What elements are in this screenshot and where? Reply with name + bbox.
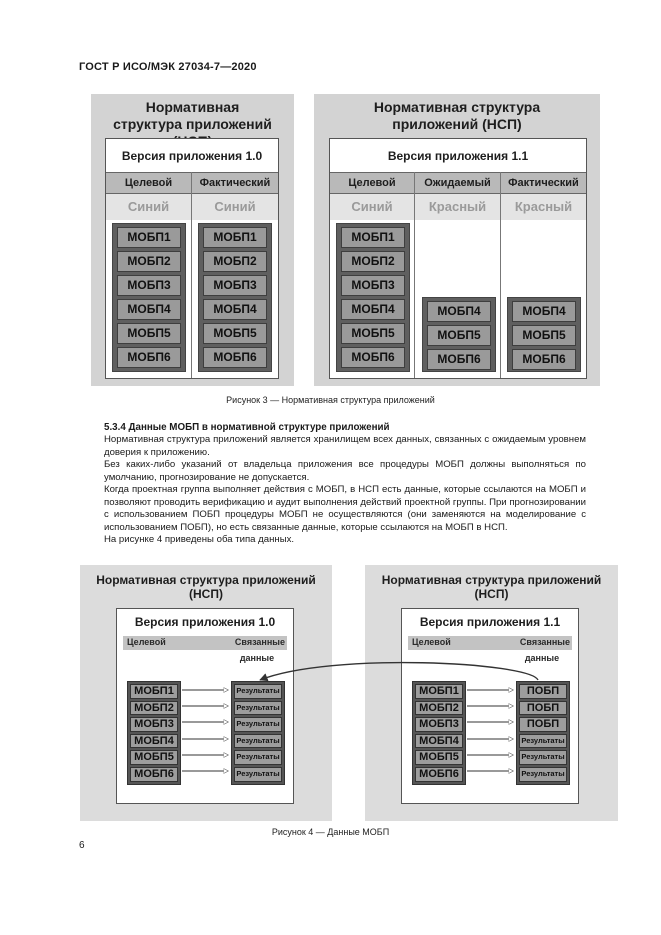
figure3-left-color-actual: Синий: [192, 194, 278, 220]
mobp-block: МОБП3: [117, 275, 181, 296]
figure3-right-col-target: Целевой: [330, 172, 414, 194]
mobp-block: МОБП3: [130, 717, 178, 732]
figure3-left-title: Нормативная структура приложений: [113, 99, 272, 132]
mobp-block: МОБП4: [341, 299, 405, 320]
mobp-block: МОБП6: [130, 767, 178, 782]
linked-data-block: Результаты: [234, 701, 282, 716]
mobp-block: МОБП6: [117, 347, 181, 368]
figure3-left-version: Версия приложения 1.0: [121, 149, 263, 163]
figure4-right-title-1: Нормативная структура приложений: [381, 573, 602, 587]
mobp-block: МОБП3: [415, 717, 463, 732]
mobp-block: МОБП3: [341, 275, 405, 296]
mobp-block: МОБП1: [130, 684, 178, 699]
mobp-block: МОБП4: [130, 734, 178, 749]
mobp-block: МОБП4: [427, 301, 491, 322]
mobp-block: МОБП5: [341, 323, 405, 344]
figure3-right-color-target: Синий: [330, 194, 414, 220]
figure4-right-arrows: [467, 690, 513, 771]
mobp-block: МОБП2: [130, 701, 178, 716]
figure4-right-col-target: Целевой: [412, 637, 451, 647]
figure3-right-col-expected: Ожидаемый: [415, 172, 500, 194]
paragraph: Когда проектная группа выполняет действия с МОБП, в НСП есть данные, которые ссылаются на МОБП и позволяют проводить верификацию и аудит выполнения действий проектной группы. При прогнозировании с использованием ПОБП процедуры МОБП не осуществляются (они заменяются на моделирование с использованием ПОБП), но есть связанные данные, которые ссылаются на МОБП в НСП.: [104, 484, 586, 533]
figure4-right-version: Версия приложения 1.1: [419, 615, 561, 629]
section-heading: 5.3.4 Данные МОБП в нормативной структуре приложений: [104, 422, 390, 433]
linked-data-block: Результаты: [234, 750, 282, 765]
linked-data-block: ПОБП: [519, 701, 567, 716]
mobp-block: МОБП4: [415, 734, 463, 749]
figure3-right-version: Версия приложения 1.1: [387, 149, 529, 163]
mobp-block: МОБП5: [415, 750, 463, 765]
mobp-block: МОБП6: [415, 767, 463, 782]
figure3-left-color-target: Синий: [106, 194, 191, 220]
linked-data-block: Результаты: [519, 767, 567, 782]
mobp-block: МОБП5: [117, 323, 181, 344]
figure4-left-arrows: [182, 690, 228, 771]
mobp-block: МОБП5: [512, 325, 576, 346]
linked-data-block: Результаты: [234, 734, 282, 749]
mobp-block: МОБП5: [130, 750, 178, 765]
figure4-caption: Рисунок 4 — Данные МОБП: [271, 827, 390, 837]
figure4-left-col-target: Целевой: [127, 637, 166, 647]
mobp-block: МОБП2: [415, 701, 463, 716]
linked-data-block: Результаты: [234, 717, 282, 732]
mobp-block: МОБП5: [427, 325, 491, 346]
figure4-cross-link-arrow: [260, 663, 538, 680]
mobp-block: МОБП6: [512, 349, 576, 370]
linked-data-block: Результаты: [519, 750, 567, 765]
figure3-left-col-target: Целевой: [106, 172, 191, 194]
linked-data-block: Результаты: [519, 734, 567, 749]
mobp-block: МОБП2: [341, 251, 405, 272]
page-number: 6: [79, 840, 85, 851]
linked-data-block: Результаты: [234, 767, 282, 782]
mobp-block: МОБП1: [415, 684, 463, 699]
figure4-left-title-1: Нормативная структура приложений: [96, 573, 316, 587]
figure3-right-color-actual: Красный: [501, 194, 586, 220]
linked-data-block: ПОБП: [519, 684, 567, 699]
mobp-block: МОБП6: [203, 347, 267, 368]
mobp-block: МОБП4: [512, 301, 576, 322]
figure3-right-title: Нормативная структура приложений (НСП): [373, 99, 541, 132]
mobp-block: МОБП4: [117, 299, 181, 320]
paragraph: Нормативная структура приложений является хранилищем всех данных, связанных с ожидаемым уровнем доверия к приложению.: [104, 434, 586, 458]
mobp-block: МОБП6: [427, 349, 491, 370]
figure4-left-version: Версия приложения 1.0: [134, 615, 276, 629]
linked-data-block: ПОБП: [519, 717, 567, 732]
mobp-block: МОБП1: [203, 227, 267, 248]
mobp-block: МОБП2: [117, 251, 181, 272]
figure4-left-col-linked-2: данные: [239, 653, 275, 663]
figure3-caption: Рисунок 3 — Нормативная структура приложений: [226, 395, 435, 405]
figure3-right-color-expected: Красный: [415, 194, 500, 220]
figure4-left-col-linked-1: Связанные: [234, 637, 285, 647]
mobp-block: МОБП5: [203, 323, 267, 344]
figure4-left-title-2: (НСП): [189, 587, 223, 601]
figure3-left-col-actual: Фактический: [192, 172, 278, 194]
paragraph: Без каких-либо указаний от владельца приложения все процедуры МОБП должны выполняться по умолчанию, прогнозирование не допускается.: [104, 459, 586, 483]
figure4-right-col-linked-1: Связанные: [519, 637, 570, 647]
document-header: ГОСТ Р ИСО/МЭК 27034-7—2020: [79, 61, 257, 73]
linked-data-block: Результаты: [234, 684, 282, 699]
mobp-block: МОБП1: [117, 227, 181, 248]
figure3-right-col-actual: Фактический: [501, 172, 586, 194]
mobp-block: МОБП1: [341, 227, 405, 248]
mobp-block: МОБП3: [203, 275, 267, 296]
figure4-right-col-linked-2: данные: [524, 653, 560, 663]
figure4-right-title-2: (НСП): [474, 587, 509, 601]
paragraph: На рисунке 4 приведены оба типа данных.: [104, 534, 295, 545]
mobp-block: МОБП4: [203, 299, 267, 320]
mobp-block: МОБП6: [341, 347, 405, 368]
mobp-block: МОБП2: [203, 251, 267, 272]
